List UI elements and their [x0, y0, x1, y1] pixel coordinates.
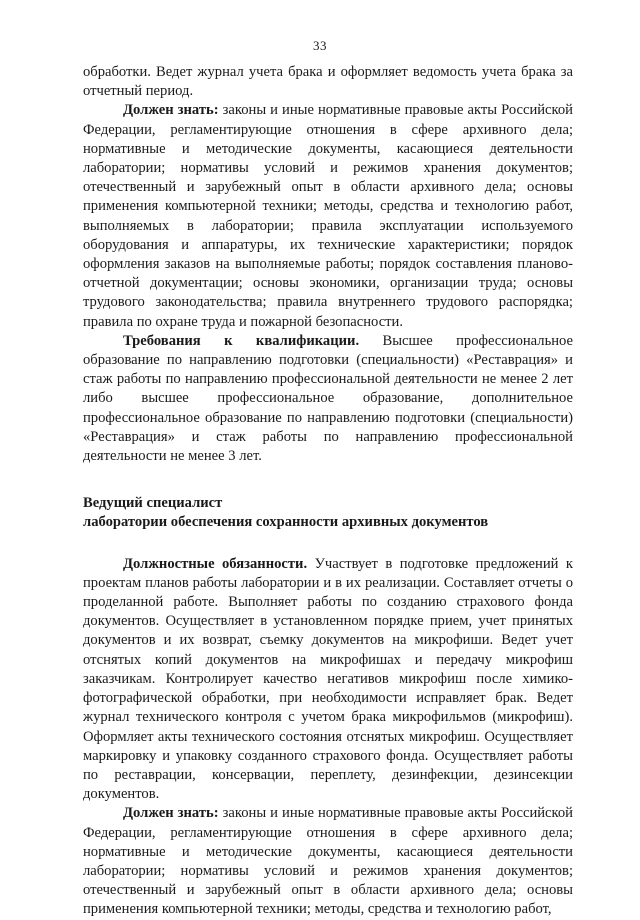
paragraph-text: обработки. Ведет журнал учета брака и оформляет ведомость учета брака за отчетный период.: [83, 64, 573, 100]
section-heading: [83, 494, 573, 532]
paragraph-label: Должен знать:: [123, 102, 219, 119]
paragraph-continuation: [83, 63, 573, 101]
paragraph-label: Требования к квалификации.: [123, 332, 360, 349]
section-subtitle: лаборатории обеспечения сохранности архивных документов: [83, 514, 489, 531]
paragraph-duties: [83, 555, 573, 805]
paragraph-text: Участвует в подготовке предложений к проектам планов работы лаборатории и в их реализации. Составляет отчеты о проделанной работе. Выполняет работы по созданию страхового фонда документов. Осуществляет в установленном порядке прием, учет принятых документов и их возврат, съемку документов на микрофиши. Ведет учет отснятых копий документов на микрофишах и передачу микрофиш заказчикам. Контролирует качество негативов микрофиш после химико-фотографической обработки, при необходимости исправляет брак. Ведет журнал технического контроля с учетом брака микрофильмов (микрофиш). Оформляет акты технического состояния отснятых микрофиш. Осуществляет маркировку и упаковку созданного страхового фонда. Осуществляет работы по реставрации, консервации, переплету, дезинфекции, дезинсекции документов.: [83, 555, 573, 803]
paragraph-must-know: [83, 101, 573, 331]
section-title: Ведущий специалист: [83, 495, 223, 512]
paragraph-text: законы и иные нормативные правовые акты Российской Федерации, регламентирующие отношения в сфере архивного дела; нормативные и методические документы, касающиеся деятельности лаборатории; нормативы условий и режимов хранения документов; отечественный и зарубежный опыт в области архивного дела; основы применения компьютерной техники; методы, средства и технологию работ,: [83, 805, 573, 918]
page-number: 33: [313, 38, 327, 53]
page-body: [83, 63, 573, 920]
paragraph-text: законы и иные нормативные правовые акты Российской Федерации, регламентирующие отношения в сфере архивного дела; нормативные и методические документы, касающиеся деятельности лаборатории; нормативы условий и режимов хранения документов; отечественный и зарубежный опыт в области архивного дела; основы применения компьютерной техники; методы, средства и технологию работ, выполняемых в лаборатории; правила эксплуатации используемого оборудования и аппаратуры, их технические характеристики; порядок оформления заказов на выполняемые работы; порядок составления планово-отчетной документации; основы экономики, организации труда; основы трудового законодательства; правила внутреннего трудового распорядка; правила по охране труда и пожарной безопасности.: [83, 102, 573, 330]
paragraph-must-know-2: [83, 804, 573, 919]
paragraph-label: Должен знать:: [123, 805, 219, 822]
paragraph-label: Должностные обязанности.: [123, 555, 308, 572]
paragraph-qualification: [83, 332, 573, 466]
paragraph-text: Высшее профессиональное образование по направлению подготовки (специальности) «Реставрация» и стаж работы по направлению профессиональной деятельности не менее 2 лет либо высшее профессиональное образование, дополнительное профессиональное образование по направлению подготовки (специальности) «Реставрация» и стаж работы по направлению профессиональной деятельности не менее 3 лет.: [83, 332, 573, 465]
